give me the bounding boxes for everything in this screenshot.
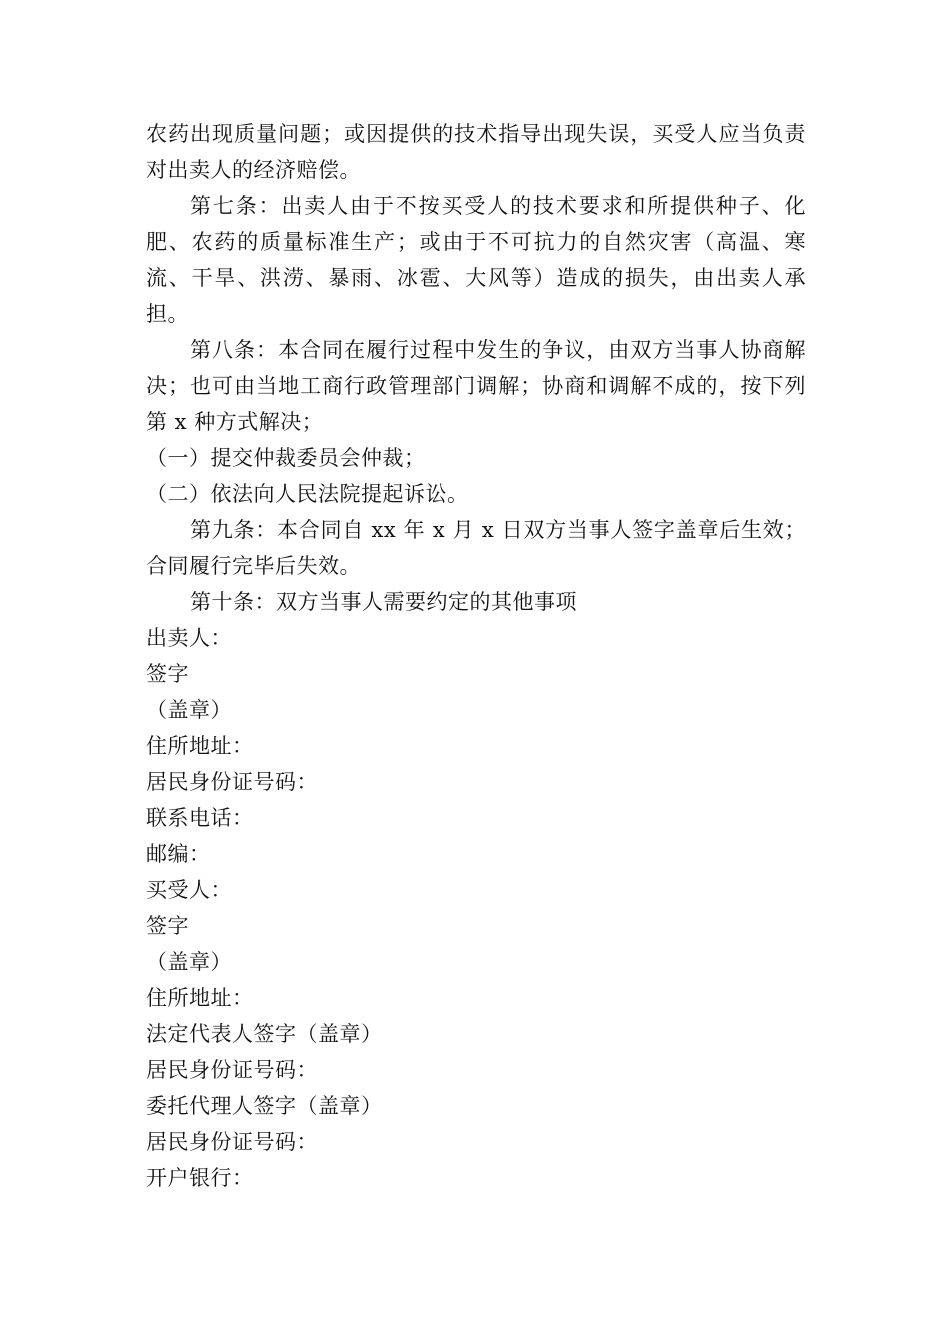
buyer-bank: 开户银行： bbox=[146, 1166, 254, 1190]
buyer-address: 住所地址： bbox=[146, 986, 254, 1010]
buyer-seal: （盖章） bbox=[146, 950, 232, 974]
paragraph-continuation: 农药出现质量问题；或因提供的技术指导出现失误，买受人应当负责对出卖人的经济赔偿。 bbox=[146, 122, 806, 182]
document-body bbox=[146, 116, 806, 1196]
buyer-sign: 签字 bbox=[146, 914, 189, 938]
option-1: （一）提交仲裁委员会仲裁； bbox=[146, 446, 426, 470]
seller-postcode: 邮编： bbox=[146, 842, 211, 866]
article-8: 第八条：本合同在履行过程中发生的争议，由双方当事人协商解决；也可由当地工商行政管理部门调解；协商和调解不成的，按下列第 x 种方式解决； bbox=[146, 338, 806, 434]
buyer-label: 买受人： bbox=[146, 878, 232, 902]
seller-address: 住所地址： bbox=[146, 734, 254, 758]
seller-label: 出卖人： bbox=[146, 626, 232, 650]
article-7: 第七条：出卖人由于不按买受人的技术要求和所提供种子、化肥、农药的质量标准生产；或由于不可抗力的自然灾害（高温、寒流、干旱、洪涝、暴雨、冰雹、大风等）造成的损失，由出卖人承担。 bbox=[146, 194, 806, 326]
option-2: （二）依法向人民法院提起诉讼。 bbox=[146, 482, 469, 506]
article-10: 第十条：双方当事人需要约定的其他事项 bbox=[190, 590, 577, 614]
seller-sign: 签字 bbox=[146, 662, 189, 686]
seller-seal: （盖章） bbox=[146, 698, 232, 722]
seller-id: 居民身份证号码： bbox=[146, 770, 318, 794]
buyer-legal-rep: 法定代表人签字（盖章） bbox=[146, 1022, 383, 1046]
buyer-id: 居民身份证号码： bbox=[146, 1058, 318, 1082]
seller-phone: 联系电话： bbox=[146, 806, 254, 830]
buyer-agent: 委托代理人签字（盖章） bbox=[146, 1094, 383, 1118]
article-9: 第九条：本合同自 xx 年 x 月 x 日双方当事人签字盖章后生效；合同履行完毕后失效。 bbox=[146, 518, 806, 578]
buyer-agent-id: 居民身份证号码： bbox=[146, 1130, 318, 1154]
